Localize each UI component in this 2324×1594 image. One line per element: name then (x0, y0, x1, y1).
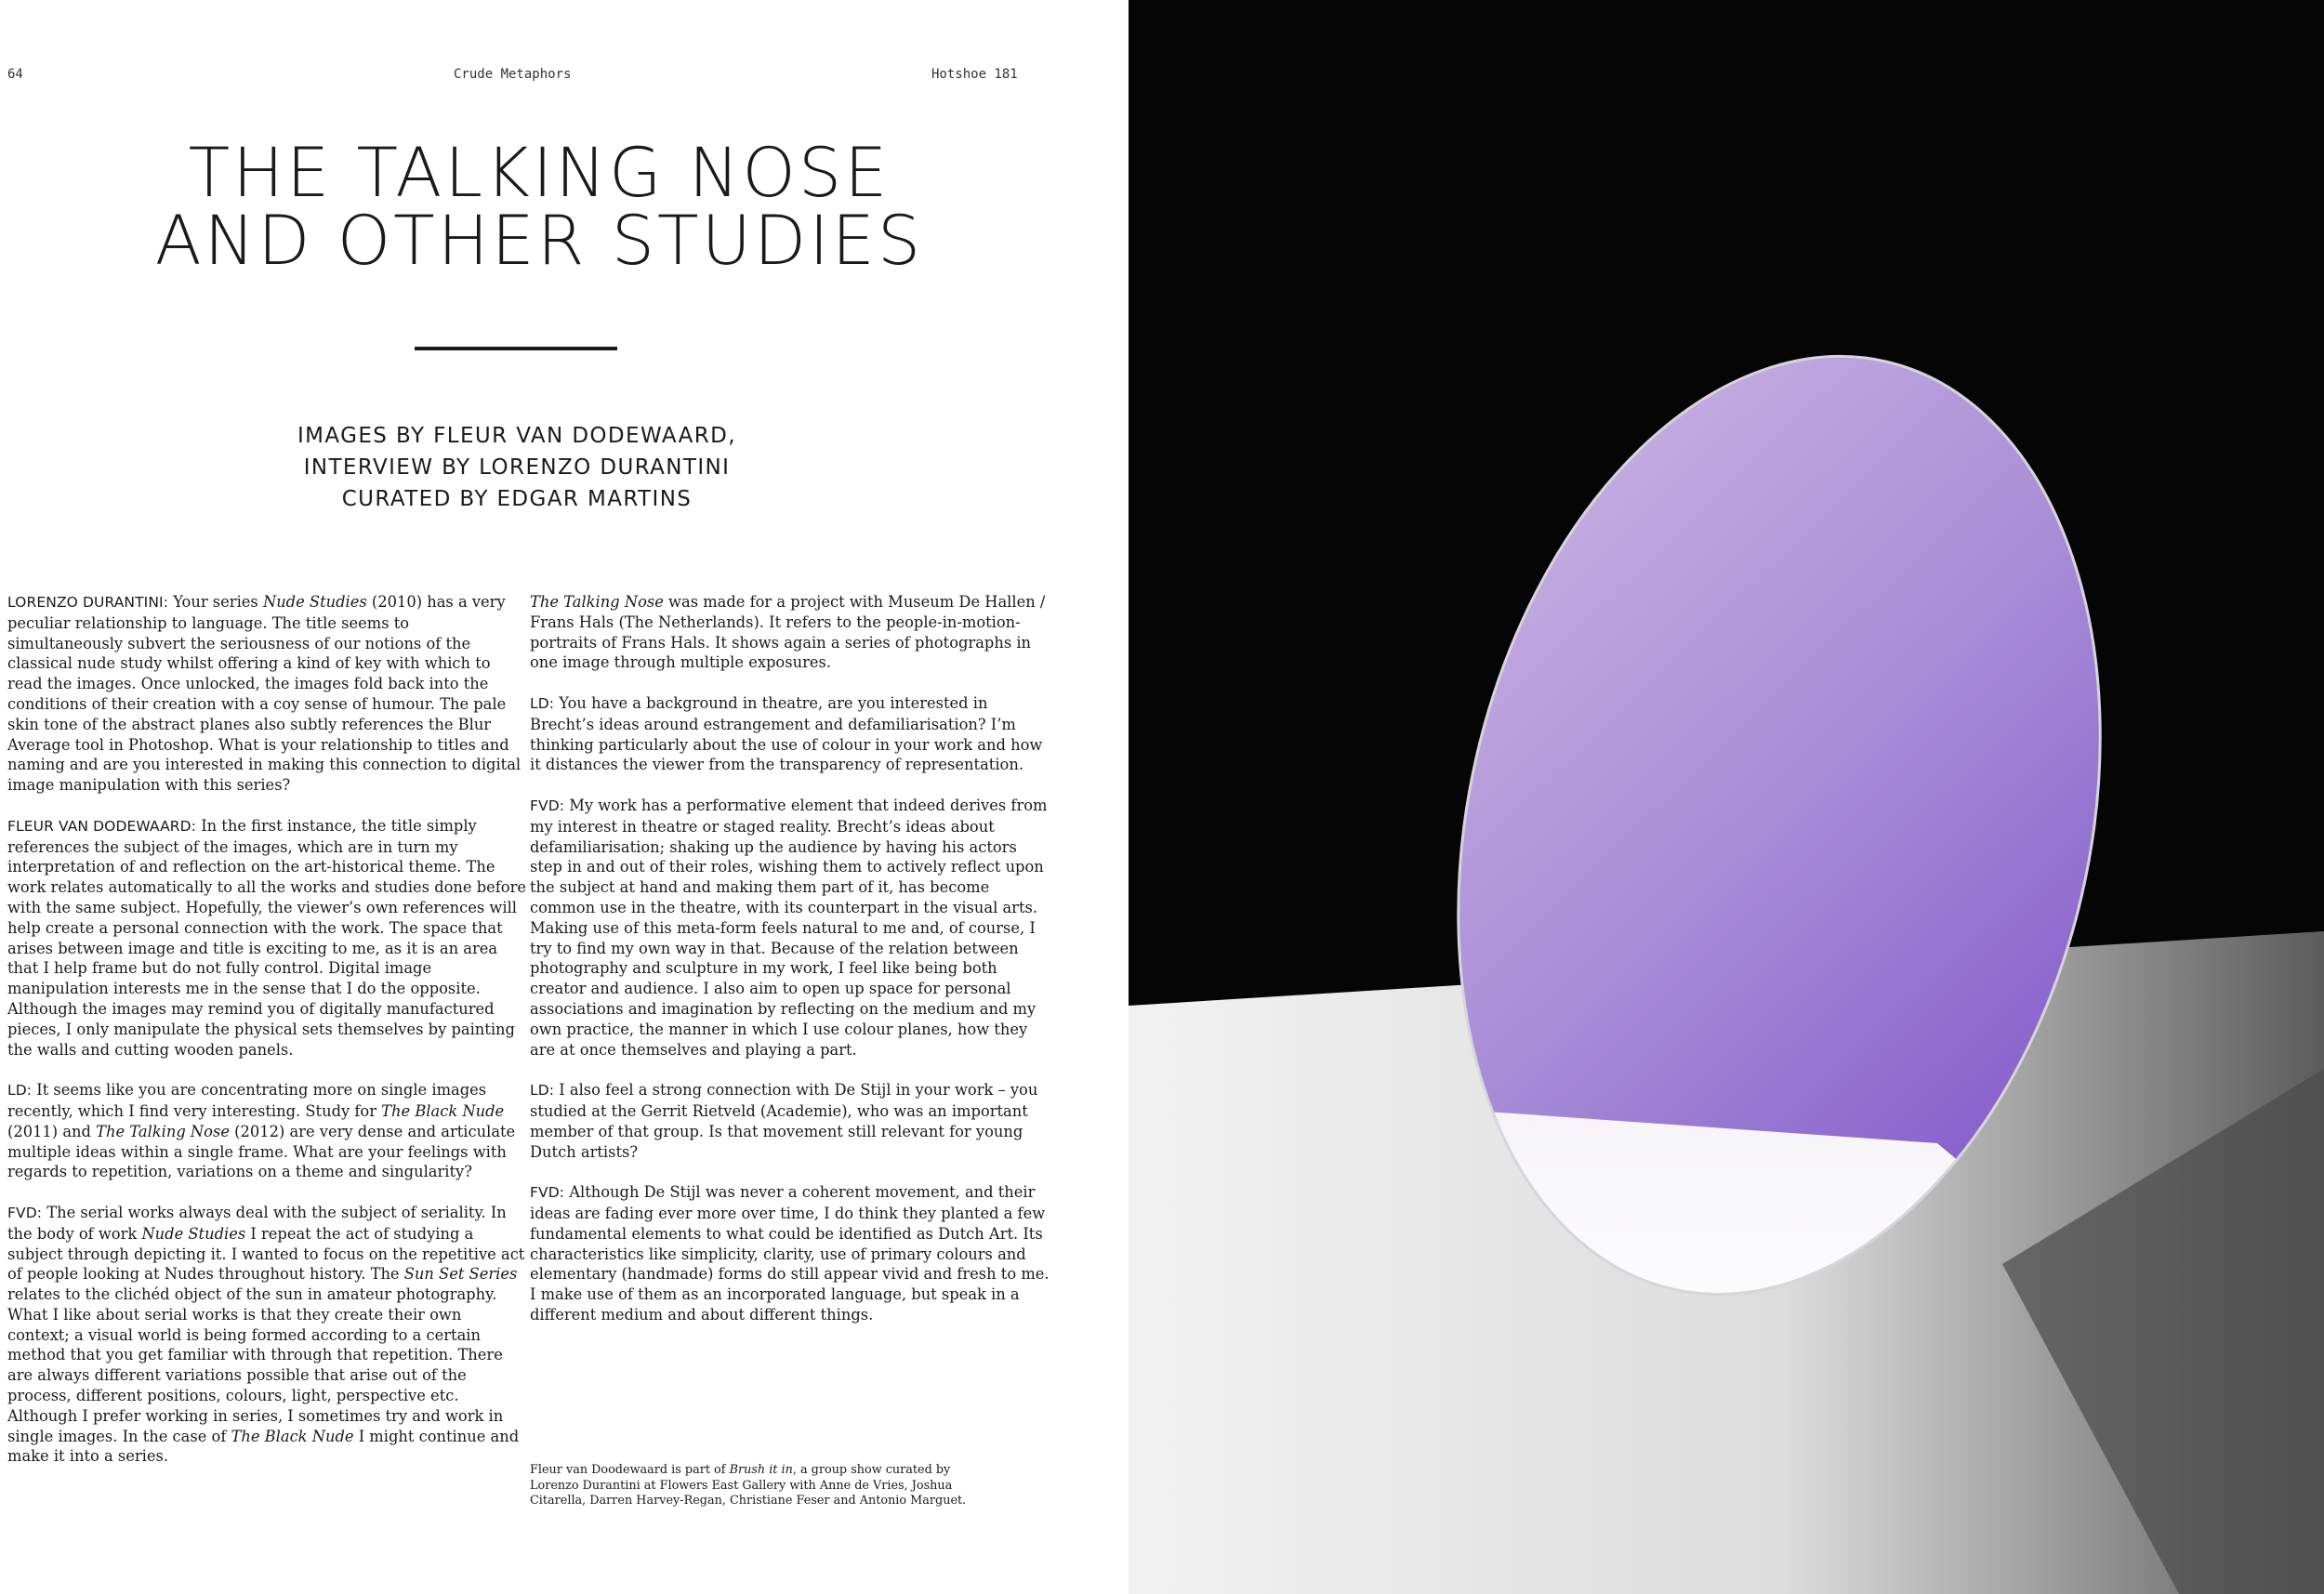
interview-paragraph: FVD: The serial works always deal with the subject of seriality. In the body of work Nude Studies I repeat the act of studying a subject through depicting it. I wanted to focus on the repetitive act of people looking at Nudes throughout history. The Sun Set Series relates to the clichéd object of the sun in amateur photography. What I like about serial works is that they create their own context; a visual world is being formed according to a certain method that you get familiar with through that repetition. There are always different variations possible that arise out of the process, different positions, colours, light, perspective etc. Although I prefer working in series, I sometimes try and work in single images. In the case of The Black Nude I might continue and make it into a series. (7, 1203, 525, 1466)
credit-curator: CURATED BY EDGAR MARTINS (341, 487, 693, 511)
italic-title: The Talking Nose (96, 1122, 230, 1140)
section-name: Crude Metaphors (454, 67, 572, 82)
page-number: 64 (7, 67, 23, 82)
title-line-2: AND OTHER STUDIES (154, 202, 924, 281)
interview-paragraph: LD: You have a background in theatre, are you interested in Brecht’s ideas around estrangement and defamiliarisation? I’m thinking particularly about the use of colour in your work and how it distances the viewer from the transparency of representation. (530, 693, 1043, 774)
exhibition-footnote: Fleur van Doodewaard is part of Brush it in, a group show curated by Lorenzo Durantini at Flowers East Gallery with Anne de Vries, Joshua Citarella, Darren Harvey-Regan, Christiane Feser and Antonio Marguet. (530, 1463, 967, 1508)
interview-paragraph: LD: I also feel a strong connection with De Stijl in your work – you studied at the Gerrit Rietveld (Academie), who was an important member of that group. Is that movement still relevant for young Dutch artists? (530, 1081, 1038, 1161)
italic-title: Nude Studies (262, 593, 367, 611)
speaker-label: LD: (530, 694, 555, 712)
interview-paragraph: FVD: My work has a performative element that indeed derives from my interest in theatre or staged reality. Brecht’s ideas about defamiliarisation; shaking up the audience by having his actors step in and out of their roles, wishing them to actively reflect upon the subject at hand and making them part of it, has become common use in the theatre, with its counterpart in the visual arts. Making use of this meta-form feels natural to me and, of course, I try to find my own way in that. Because of the relation between photography and sculpture in my work, I feel like being both creator and audience. I also aim to open up space for personal associations and imagination by reflecting on the medium and my own practice, the manner in which I use colour planes, how they are at once themselves and playing a part. (530, 796, 1048, 1059)
mirror-photo-svg (1129, 0, 2324, 1594)
credit-images: IMAGES BY FLEUR VAN DODEWAARD, (297, 424, 736, 448)
title-divider (415, 347, 617, 350)
title-line-1: THE TALKING NOSE (188, 134, 891, 213)
italic-title: The Talking Nose (530, 593, 664, 611)
speaker-label: FVD: (530, 797, 565, 814)
speaker-label: LORENZO DURANTINI: (7, 594, 169, 611)
interview-column-left (7, 592, 528, 1487)
speaker-label: LD: (7, 1082, 33, 1100)
italic-title: Sun Set Series (403, 1265, 518, 1284)
speaker-label: FVD: (7, 1204, 43, 1221)
speaker-label: FVD: (530, 1184, 565, 1202)
article-title (74, 134, 1004, 281)
interview-paragraph: FLEUR VAN DODEWAARD: In the first instance, the title simply references the subject of the images, which are in turn my interpretation of and reflection on the art-historical theme. The work relates automatically to all the works and studies done before with the same subject. Hopefully, the viewer’s own references will help create a personal connection with the work. The space that arises between image and title is exciting to me, as it is an area that I help frame but do not fully control. Digital image manipulation interests me in the sense that I do the opposite. Although the images may remind you of digitally manufactured pieces, I only manipulate the physical sets themselves by painting the walls and cutting wooden panels. (7, 816, 527, 1059)
photograph-mirror-disc (1129, 0, 2324, 1594)
italic-title: Nude Studies (141, 1224, 246, 1243)
italic-title: The Black Nude (231, 1427, 354, 1445)
article-credits (238, 420, 796, 515)
interview-column-right (530, 592, 1050, 1345)
italic-title: The Black Nude (381, 1101, 505, 1120)
interview-paragraph: The Talking Nose was made for a project with Museum De Hallen / Frans Hals (The Netherlands). It refers to the people-in-motion-portraits of Frans Hals. It shows again a series of photographs in one image through multiple exposures. (530, 593, 1046, 672)
credit-interview: INTERVIEW BY LORENZO DURANTINI (303, 455, 731, 480)
interview-paragraph: LD: It seems like you are concentrating more on single images recently, which I find very interesting. Study for The Black Nude (2011) and The Talking Nose (2012) are very dense and articulate multiple ideas within a single frame. What are your feelings with regards to repetition, variations on a theme and singularity? (7, 1081, 516, 1181)
interview-paragraph: LORENZO DURANTINI: Your series Nude Studies (2010) has a very peculiar relationship to language. The title seems to simultaneously subvert the seriousness of our notions of the classical nude study whilst offering a kind of key with which to read the images. Once unlocked, the images fold back into the conditions of their creation with a coy sense of humour. The pale skin tone of the abstract planes also subtly references the Blur Average tool in Photoshop. What is your relationship to titles and naming and are you interested in making this connection to digital image manipulation with this series? (7, 593, 522, 795)
interview-paragraph: FVD: Although De Stijl was never a coherent movement, and their ideas are fading ever more over time, I do think they planted a few fundamental elements to what could be identified as Dutch Art. Its characteristics like simplicity, clarity, use of primary colours and elementary (handmade) forms do still appear vivid and fresh to me. I make use of them as an incorporated language, but speak in a different medium and about different things. (530, 1183, 1050, 1324)
left-page (0, 0, 1129, 1594)
speaker-label: LD: (530, 1082, 555, 1100)
speaker-label: FLEUR VAN DODEWAARD: (7, 817, 197, 835)
issue-name: Hotshoe 181 (931, 67, 1018, 82)
italic-title: Brush it in (729, 1463, 793, 1477)
